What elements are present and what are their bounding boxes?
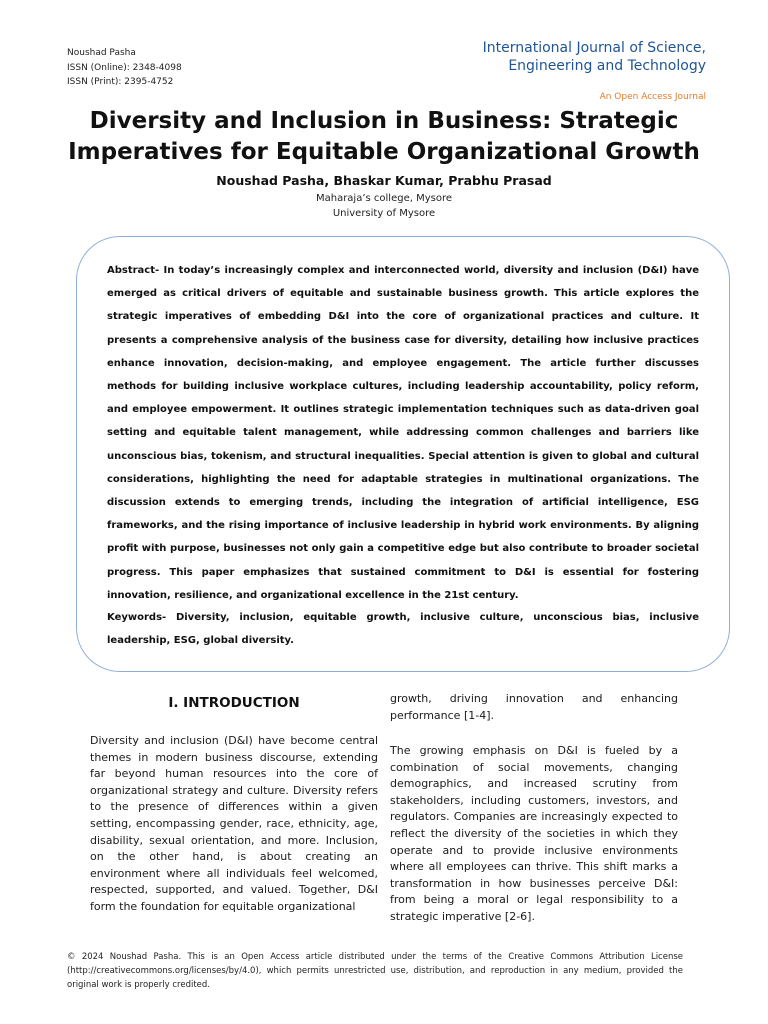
- authors: Noushad Pasha, Bhaskar Kumar, Prabhu Prasad: [216, 173, 552, 188]
- journal-name-line2: Engineering and Technology: [508, 58, 706, 74]
- intro-right-paragraph-1: growth, driving innovation and enhancing performance [1-4].: [390, 692, 678, 722]
- license-footer: © 2024 Noushad Pasha. This is an Open Access article distributed under the terms of the Creative Commons Attribution License (http://creativecommons.org/licenses/by/4.0), which permits unrestricted use, distribution, and reproduction in any medium, provided the original work is properly credited.: [67, 952, 683, 990]
- issn-print: ISSN (Print): 2395-4752: [67, 77, 174, 87]
- intro-left-paragraph: Diversity and inclusion (D&I) have become central themes in modern business discourse, extending far beyond human resources into the core of organizational strategy and culture. Diversity refers to the presence of differences within a given setting, encompassing gender, race, ethnicity, age, disability, sexual orientation, and more. Inclusion, on the other hand, is about creating an environment where all individuals feel welcomed, respected, supported, and valued. Together, D&I form the foundation for equitable organizational: [90, 734, 378, 913]
- header-meta: [67, 46, 182, 90]
- header-author: Noushad Pasha: [67, 48, 136, 58]
- issn-online: ISSN (Online): 2348-4098: [67, 62, 182, 73]
- open-access-label: An Open Access Journal: [599, 92, 706, 102]
- intro-right-paragraph-2: The growing emphasis on D&I is fueled by a combination of social movements, changing demographics, and increased scrutiny from stakeholders, including customers, investors, and regulators. Companies are increasingly expected to reflect the diversity of the societies in which they operate and to provide inclusive environments where all employees can thrive. This shift marks a transformation in how businesses perceive D&I: from being a moral or legal responsibility to a strategic imperative [2-6].: [390, 744, 678, 923]
- abstract-text: Abstract- In today’s increasingly complex and interconnected world, diversity and inclusion (D&I) have emerged as critical drivers of equitable and sustainable business growth. This article explores the strategic imperatives of embedding D&I into the core of organizational practices and culture. It presents a comprehensive analysis of the business case for diversity, detailing how inclusive practices enhance innovation, decision-making, and employee engagement. The article further discusses methods for building inclusive workplace cultures, including leadership accountability, policy reform, and employee empowerment. It outlines strategic implementation techniques such as data-driven goal setting and equitable talent management, while addressing common challenges and barriers like unconscious bias, tokenism, and structural inequalities. Special attention is given to global and cultural considerations, highlighting the need for adaptable strategies in multinational organizations. The discussion extends to emerging trends, including the integration of artificial intelligence, ESG frameworks, and the rising importance of inclusive leadership in hybrid work environments. By aligning profit with purpose, businesses not only gain a competitive edge but also contribute to broader societal progress. This paper emphasizes that sustained commitment to D&I is essential for fostering innovation, resilience, and organizational excellence in the 21st century.: [107, 265, 699, 601]
- paper-title: [0, 106, 768, 168]
- journal-name-line1: International Journal of Science,: [482, 40, 706, 56]
- paper-title-line2: Imperatives for Equitable Organizational Growth: [68, 139, 700, 165]
- affiliation-college: Maharaja’s college, Mysore: [315, 193, 453, 204]
- affiliations: [0, 191, 768, 221]
- paper-title-line1: Diversity and Inclusion in Business: Strategic: [89, 108, 679, 134]
- section-heading-introduction: I. INTRODUCTION: [168, 695, 300, 711]
- affiliation-university: University of Mysore: [332, 208, 436, 219]
- journal-name: [483, 39, 706, 75]
- keywords-text: Keywords- Diversity, inclusion, equitable growth, inclusive culture, unconscious bias, inclusive leadership, ESG, global diversity.: [107, 612, 699, 646]
